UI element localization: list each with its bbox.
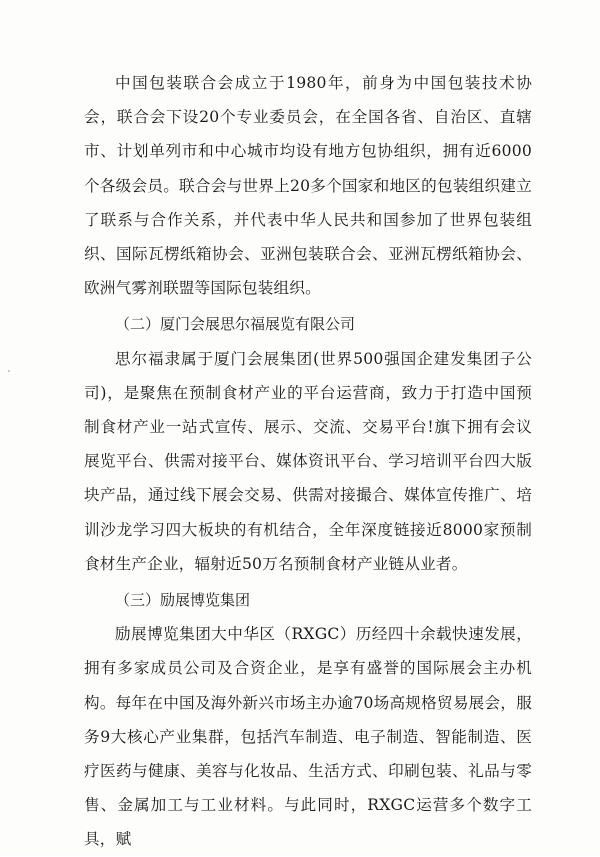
document-body — [84, 66, 532, 857]
paragraph-sierfu: 思尔福隶属于厦门会展集团(世界500强国企建发集团子公司)，是聚焦在预制食材产业的平台运营商，致力于打造中国预制食材产业一站式宣传、展示、交流、交易平台!旗下拥有会议展览平台、供需对接平台、媒体资讯平台、学习培训平台四大版块产品，通过线下展会交易、供需对接撮合、媒体宣传推广、培训沙龙学习四大板块的有机结合，全年深度链接近8000家预制食材生产企业，辐射近50万名预制食材产业链从业者。 — [84, 349, 532, 573]
section-heading-reed-exhibitions: （三）励展博览集团 — [115, 591, 251, 610]
section-heading-xiamen-sierfu: （二）厦门会展思尔福展览有限公司 — [115, 315, 356, 334]
scan-speck — [8, 370, 10, 372]
paragraph-packaging-federation: 中国包装联合会成立于1980年，前身为中国包装技术协会，联合会下设20个专业委员会，在全国各省、自治区、直辖市、计划单列市和中心城市均设有地方包协组织，拥有近6000个各级会员。联合会与世界上20多个国家和地区的包装组织建立了联系与合作关系，并代表中华人民共和国参加了世界包装组织、国际瓦楞纸箱协会、亚洲包装联合会、亚洲瓦楞纸箱协会、欧洲气雾剂联盟等国际包装组织。 — [84, 74, 532, 298]
paragraph-rxgc: 励展博览集团大中华区（RXGC）历经四十余载快速发展，拥有多家成员公司及合资企业，是享有盛誉的国际展会主办机构。每年在中国及海外新兴市场主办逾70场高规格贸易展会，服务9大核心产业集群，包括汽车制造、电子制造、智能制造、医疗医药与健康、美容与化妆品、生活方式、印刷包装、礼品与零售、金属加工与工业材料。与此同时，RXGC运营多个数字工具，赋 — [84, 625, 532, 849]
